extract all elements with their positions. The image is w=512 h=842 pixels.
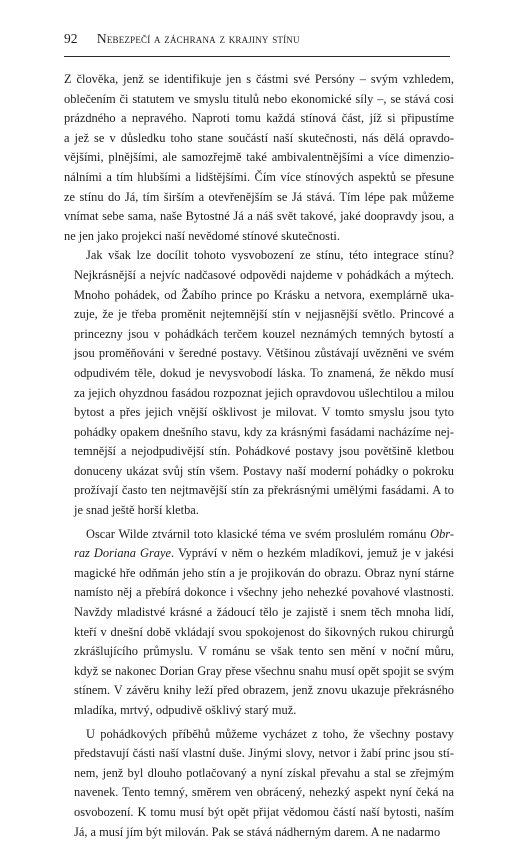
text-segment: mladíka, mrtvý, odpudivě ošklivý starý muž. <box>74 703 297 717</box>
text-segment: kteří v dnešní době vkládají svou spokojenost do šikovných rukou chirurgů <box>74 624 454 639</box>
text-line: Nejkrásnější a nejvíc nadčasové odpovědi najdeme v pohádkách a mýtech. <box>74 267 454 282</box>
text-segment: . Vypráví v něm o hezkém mladíkovi, jemuž je v jakési <box>171 546 454 561</box>
text-line: nem, jenž byl dlouho potlačovaný a nyní získal převahu a stal se zřejmým <box>74 765 454 780</box>
text-line: Jak však lze docílit tohoto vysvobození ze stínu, této integrace stínu? <box>86 248 454 263</box>
text-line <box>64 583 454 603</box>
paragraph-4 <box>64 725 454 842</box>
text-line: za jejich ohyzdnou fasádou rozpoznat jejich opravdovou ušlechtilou a milou <box>74 385 454 400</box>
text-line: odpudivém těle, dokud je nevysvobodí láska. To znamená, že někdo musí <box>74 365 454 380</box>
paragraph-2 <box>64 246 454 520</box>
text-line: pohádky opakem dnešního stavu, kdy za krásnými fasádami nacházíme nej- <box>74 424 454 439</box>
text-line: Mnoho pohádek, od Žabího prince po Krásku a netvora, exemplárně uka- <box>74 287 454 302</box>
text-line: oblečením či statutem ve smyslu titulů nebo ekonomické síly –, se stává cosi <box>64 91 454 106</box>
text-line: prázdného a nepravého. Naproti tomu každá stínová část, jíž si připustíme <box>64 111 454 126</box>
text-line: U pohádkových příběhů můžeme vycházet z toho, že všechny postavy <box>86 726 454 741</box>
running-title: Nebezpečí a záchrana z krajiny stínu <box>96 31 300 46</box>
text-line <box>64 564 454 584</box>
text-line: prožívají často ten nejtmavější stín za překrásnými umělými fasádami. A to <box>74 483 454 498</box>
text-line <box>64 544 454 564</box>
text-line <box>64 623 454 643</box>
text-line: představují části naší vlastní duše. Jinými slovy, netvor i žabí princ jsou stí- <box>74 746 454 761</box>
text-line <box>64 642 454 662</box>
text-line: je snad ještě horší kletba. <box>74 503 199 518</box>
text-segment: stínem. V závěru knihy leží před obrazem, jenž znovu ukazuje překrásného <box>74 683 454 698</box>
book-title-italic: raz Doriana Graye <box>74 546 171 561</box>
text-line <box>64 603 454 623</box>
text-segment: zkrášlujícího průmyslu. V románu se však tento sen mění v noční můru, <box>74 644 454 659</box>
text-segment: namísto něj a přebírá dokonce i všechny jeho nehezké povahové vlastnosti. <box>74 585 454 600</box>
text-line: a jež se v důsledku toho stane součástí naší skutečnosti, nás dělá opravdo- <box>64 130 454 145</box>
text-line: Já, a musí jím být milován. Pak se stává nádherným darem. A ne nadarmo <box>74 824 441 839</box>
header-rule <box>64 56 450 57</box>
text-line: ne jen jako projekci naší nevědomé stínové skutečnosti. <box>64 228 340 243</box>
book-title-italic: Obr- <box>430 526 454 541</box>
text-line: ze stínu do Já, tím širším a otevřenějším se Já stává. Tím lépe pak můžeme <box>64 189 454 204</box>
text-segment: když se nakonec Dorian Gray přese všechnu snahu musí opět spojit se svým <box>74 663 454 678</box>
text-line <box>64 701 454 721</box>
page-number: 92 <box>64 31 78 46</box>
text-line: zuje, že je třeba proměnit nejtemnější stín v nejjasnější světlo. Princové a <box>74 307 454 322</box>
text-line: bytost a přes jejich vnější ošklivost je milovat. V tomto smyslu jsou tyto <box>74 405 454 420</box>
text-line: donuceny ukázat svůj stín všem. Postavy naší moderní pohádky o pokroku <box>74 463 454 478</box>
text-line: Z člověka, jenž se identifikuje jen s částmi své Persóny – svým vzhledem, <box>64 72 454 86</box>
text-line <box>64 662 454 682</box>
body-text <box>64 70 454 842</box>
text-line: princezny jsou v pohádkách terčem kouzel neznámých temných bytostí a <box>74 326 454 341</box>
text-segment: magické hře odňmán jeho stín a je projikován do obrazu. Obraz nyní stárne <box>74 565 454 580</box>
text-line: navenek. Tento temný, směrem ven obrácený, nehezký aspekt nyní čeká na <box>74 785 454 800</box>
text-line: temnější a nejodpudivější stín. Pohádkové postavy jsou povětšině kletbou <box>74 444 454 459</box>
page-header <box>64 30 450 48</box>
text-line: nálními a tím hlubšími a lidštějšími. Čím více stínových aspektů se přesune <box>64 169 454 184</box>
text-line: vnímat sebe sama, naše Bytostné Já a náš svět takové, jaké doopravdy jsou, a <box>64 209 454 224</box>
text-segment: Navždy mladistvé krásné a žádoucí tělo je zajistě i snem těch mnoha lidí, <box>74 605 454 620</box>
text-line: jsou proměňováni v šeredné postavy. Většinou zůstávají uvězněni ve svém <box>74 346 454 361</box>
text-line <box>64 525 454 545</box>
paragraph-3 <box>64 525 454 721</box>
text-line: osvobození. K tomu musí být opět přijat vědomou částí naší bytosti, naším <box>74 804 454 819</box>
text-line <box>64 681 454 701</box>
text-segment: Oscar Wilde ztvárnil toto klasické téma ve svém proslulém románu <box>86 526 431 541</box>
paragraph-1 <box>64 70 454 246</box>
text-line: vějšími, plnějšími, ale samozřejmě také ambivalentnějšími a více dimenzio- <box>64 150 454 165</box>
